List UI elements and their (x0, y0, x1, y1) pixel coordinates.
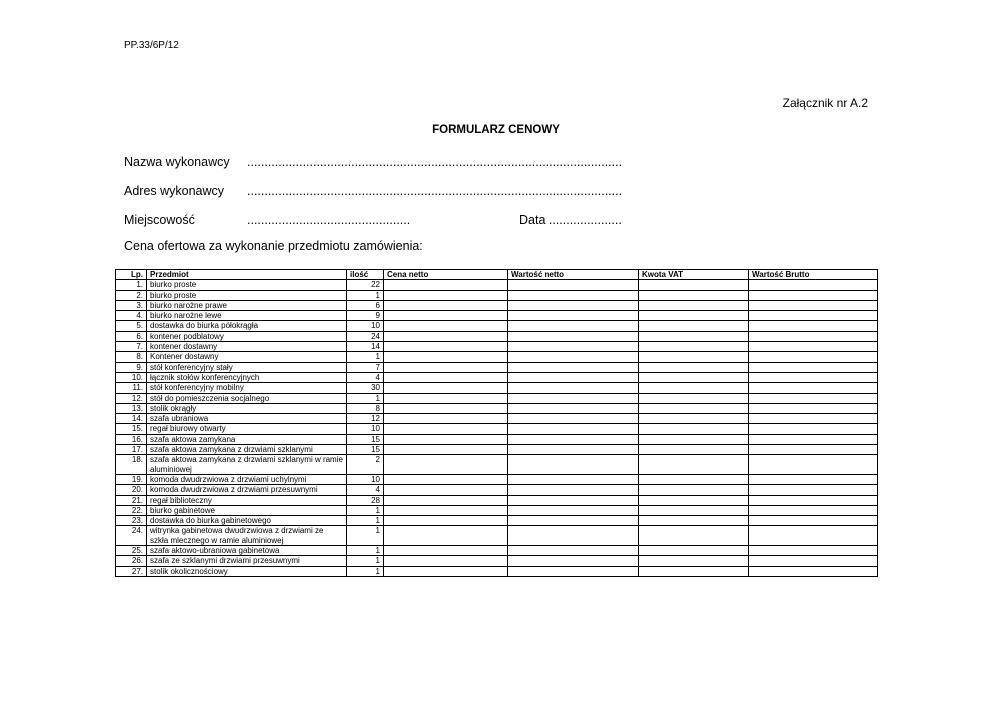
net-price-cell[interactable] (384, 414, 508, 424)
item-cell: komoda dwudrzwiowa z drzwiami uchylnymi (147, 474, 347, 484)
net-value-cell[interactable] (508, 280, 639, 290)
vat-cell[interactable] (639, 414, 749, 424)
qty-cell: 14 (347, 342, 384, 352)
table-row (116, 290, 878, 300)
gross-value-cell[interactable] (749, 516, 878, 526)
table-row (116, 445, 878, 455)
vat-cell[interactable] (639, 434, 749, 444)
lp-cell: 19. (116, 474, 147, 484)
gross-value-cell[interactable] (749, 331, 878, 341)
gross-value-cell[interactable] (749, 321, 878, 331)
net-value-cell[interactable] (508, 474, 639, 484)
lp-cell: 24. (116, 526, 147, 546)
qty-cell: 30 (347, 383, 384, 393)
qty-cell: 1 (347, 516, 384, 526)
contractor-address-label: Adres wykonawcy (124, 184, 225, 198)
lp-cell: 22. (116, 505, 147, 515)
item-cell: dostawka do biurka półokrągła (147, 321, 347, 331)
vat-cell[interactable] (639, 393, 749, 403)
item-cell: stolik okrągły (147, 403, 347, 413)
table-row (116, 434, 878, 444)
item-cell: biurko narożne prawe (147, 300, 347, 310)
table-row (116, 311, 878, 321)
lp-cell: 16. (116, 434, 147, 444)
qty-cell: 6 (347, 300, 384, 310)
header-gross-value: Wartość Brutto (749, 270, 878, 280)
qty-cell: 1 (347, 556, 384, 566)
net-value-cell[interactable] (508, 383, 639, 393)
net-price-cell[interactable] (384, 424, 508, 434)
table-row (116, 485, 878, 495)
vat-cell[interactable] (639, 505, 749, 515)
item-cell: stół do pomieszczenia socjalnego (147, 393, 347, 403)
qty-cell: 4 (347, 485, 384, 495)
gross-value-cell[interactable] (749, 474, 878, 484)
net-price-cell[interactable] (384, 455, 508, 475)
vat-cell[interactable] (639, 516, 749, 526)
gross-value-cell[interactable] (749, 566, 878, 576)
gross-value-cell[interactable] (749, 352, 878, 362)
qty-cell: 4 (347, 372, 384, 382)
table-row (116, 414, 878, 424)
vat-cell[interactable] (639, 280, 749, 290)
item-cell: stół konferencyjny stały (147, 362, 347, 372)
net-value-cell[interactable] (508, 321, 639, 331)
net-price-cell[interactable] (384, 342, 508, 352)
gross-value-cell[interactable] (749, 495, 878, 505)
vat-cell[interactable] (639, 485, 749, 495)
city-row (124, 213, 410, 227)
net-price-cell[interactable] (384, 403, 508, 413)
net-value-cell[interactable] (508, 352, 639, 362)
table-row (116, 474, 878, 484)
vat-cell[interactable] (639, 566, 749, 576)
gross-value-cell[interactable] (749, 424, 878, 434)
net-value-cell[interactable] (508, 445, 639, 455)
lp-cell: 10. (116, 372, 147, 382)
item-cell: łącznik stołów konferencyjnych (147, 372, 347, 382)
net-price-cell[interactable] (384, 290, 508, 300)
gross-value-cell[interactable] (749, 526, 878, 546)
gross-value-cell[interactable] (749, 546, 878, 556)
vat-cell[interactable] (639, 290, 749, 300)
net-price-cell[interactable] (384, 474, 508, 484)
item-cell: dostawka do biurka gabinetowego (147, 516, 347, 526)
item-cell: szafa aktowa zamykana (147, 434, 347, 444)
net-price-cell[interactable] (384, 331, 508, 341)
qty-cell: 1 (347, 352, 384, 362)
net-value-cell[interactable] (508, 342, 639, 352)
net-price-cell[interactable] (384, 526, 508, 546)
table-row (116, 516, 878, 526)
gross-value-cell[interactable] (749, 414, 878, 424)
net-price-cell[interactable] (384, 383, 508, 393)
lp-cell: 27. (116, 566, 147, 576)
vat-cell[interactable] (639, 372, 749, 382)
qty-cell: 10 (347, 321, 384, 331)
item-cell: kontener dostawny (147, 342, 347, 352)
contractor-address-dots: ............................................................................................................ (247, 184, 623, 198)
table-row (116, 331, 878, 341)
qty-cell: 1 (347, 290, 384, 300)
net-value-cell[interactable] (508, 546, 639, 556)
table-row (116, 372, 878, 382)
lp-cell: 21. (116, 495, 147, 505)
vat-cell[interactable] (639, 300, 749, 310)
net-price-cell[interactable] (384, 445, 508, 455)
qty-cell: 10 (347, 424, 384, 434)
item-cell: szafa aktowa zamykana z drzwiami szklanymi (147, 445, 347, 455)
net-value-cell[interactable] (508, 372, 639, 382)
qty-cell: 10 (347, 474, 384, 484)
qty-cell: 7 (347, 362, 384, 372)
lp-cell: 26. (116, 556, 147, 566)
net-value-cell[interactable] (508, 434, 639, 444)
net-value-cell[interactable] (508, 455, 639, 475)
table-row (116, 566, 878, 576)
net-value-cell[interactable] (508, 362, 639, 372)
gross-value-cell[interactable] (749, 445, 878, 455)
net-price-cell[interactable] (384, 516, 508, 526)
vat-cell[interactable] (639, 445, 749, 455)
net-value-cell[interactable] (508, 556, 639, 566)
document-code: PP.33/6P/12 (124, 40, 179, 51)
vat-cell[interactable] (639, 474, 749, 484)
lp-cell: 18. (116, 455, 147, 475)
item-cell: szafa ze szklanymi drzwiami przesuwnymi (147, 556, 347, 566)
vat-cell[interactable] (639, 352, 749, 362)
item-cell: komoda dwudrzwiowa z drzwiami przesuwnymi (147, 485, 347, 495)
net-price-cell[interactable] (384, 393, 508, 403)
qty-cell: 1 (347, 566, 384, 576)
qty-cell: 1 (347, 546, 384, 556)
vat-cell[interactable] (639, 342, 749, 352)
net-price-cell[interactable] (384, 546, 508, 556)
lp-cell: 2. (116, 290, 147, 300)
net-price-cell[interactable] (384, 362, 508, 372)
qty-cell: 8 (347, 403, 384, 413)
lp-cell: 25. (116, 546, 147, 556)
lp-cell: 11. (116, 383, 147, 393)
lp-cell: 23. (116, 516, 147, 526)
item-cell: Kontener dostawny (147, 352, 347, 362)
qty-cell: 28 (347, 495, 384, 505)
annex-label: Załącznik nr A.2 (782, 96, 868, 110)
header-net-price: Cena netto (384, 270, 508, 280)
net-price-cell[interactable] (384, 321, 508, 331)
qty-cell: 22 (347, 280, 384, 290)
gross-value-cell[interactable] (749, 280, 878, 290)
net-price-cell[interactable] (384, 352, 508, 362)
table-header-row (116, 270, 878, 280)
qty-cell: 12 (347, 414, 384, 424)
qty-cell: 1 (347, 526, 384, 546)
item-cell: biurko narożne lewe (147, 311, 347, 321)
lp-cell: 4. (116, 311, 147, 321)
gross-value-cell[interactable] (749, 505, 878, 515)
net-price-cell[interactable] (384, 280, 508, 290)
table-row (116, 495, 878, 505)
qty-cell: 1 (347, 505, 384, 515)
gross-value-cell[interactable] (749, 455, 878, 475)
lp-cell: 13. (116, 403, 147, 413)
vat-cell[interactable] (639, 362, 749, 372)
table-row (116, 526, 878, 546)
lp-cell: 6. (116, 331, 147, 341)
lp-cell: 7. (116, 342, 147, 352)
item-cell: biurko gabinetowe (147, 505, 347, 515)
net-value-cell[interactable] (508, 526, 639, 546)
vat-cell[interactable] (639, 383, 749, 393)
net-price-cell[interactable] (384, 495, 508, 505)
net-price-cell[interactable] (384, 505, 508, 515)
item-cell: stół konferencyjny mobilny (147, 383, 347, 393)
city-dots: ............................................... (247, 213, 411, 227)
net-value-cell[interactable] (508, 414, 639, 424)
table-row (116, 393, 878, 403)
vat-cell[interactable] (639, 455, 749, 475)
lp-cell: 15. (116, 424, 147, 434)
lp-cell: 5. (116, 321, 147, 331)
qty-cell: 24 (347, 331, 384, 341)
vat-cell[interactable] (639, 321, 749, 331)
table-row (116, 424, 878, 434)
item-cell: szafa aktowo-ubraniowa gabinetowa (147, 546, 347, 556)
vat-cell[interactable] (639, 424, 749, 434)
item-cell: witrynka gabinetowa dwudrzwiowa z drzwiami ze szkła mlecznego w ramie aluminiowej (147, 526, 347, 546)
lp-cell: 8. (116, 352, 147, 362)
table-row (116, 280, 878, 290)
lp-cell: 14. (116, 414, 147, 424)
vat-cell[interactable] (639, 331, 749, 341)
vat-cell[interactable] (639, 403, 749, 413)
contractor-name-dots: ............................................................................................................ (247, 155, 623, 169)
table-row (116, 300, 878, 310)
table-row (116, 342, 878, 352)
gross-value-cell[interactable] (749, 290, 878, 300)
net-value-cell[interactable] (508, 311, 639, 321)
table-row (116, 546, 878, 556)
net-value-cell[interactable] (508, 516, 639, 526)
qty-cell: 1 (347, 393, 384, 403)
contractor-name-label: Nazwa wykonawcy (124, 155, 230, 169)
header-qty: ilość (347, 270, 384, 280)
qty-cell: 15 (347, 445, 384, 455)
city-label: Miejscowość (124, 213, 195, 227)
table-row (116, 362, 878, 372)
net-value-cell[interactable] (508, 300, 639, 310)
item-cell: kontener podblatowy (147, 331, 347, 341)
item-cell: szafa ubraniowa (147, 414, 347, 424)
net-value-cell[interactable] (508, 485, 639, 495)
gross-value-cell[interactable] (749, 311, 878, 321)
vat-cell[interactable] (639, 546, 749, 556)
contractor-address-row (124, 184, 622, 198)
gross-value-cell[interactable] (749, 556, 878, 566)
net-value-cell[interactable] (508, 331, 639, 341)
item-cell: szafa aktowa zamykana z drzwiami szklanymi w ramie aluminiowej (147, 455, 347, 475)
gross-value-cell[interactable] (749, 403, 878, 413)
net-value-cell[interactable] (508, 505, 639, 515)
item-cell: regał biblioteczny (147, 495, 347, 505)
lp-cell: 1. (116, 280, 147, 290)
item-cell: regał biurowy otwarty (147, 424, 347, 434)
lp-cell: 20. (116, 485, 147, 495)
table-row (116, 505, 878, 515)
table-row (116, 403, 878, 413)
net-value-cell[interactable] (508, 566, 639, 576)
table-row (116, 455, 878, 475)
table-row (116, 556, 878, 566)
net-price-cell[interactable] (384, 566, 508, 576)
table-row (116, 383, 878, 393)
vat-cell[interactable] (639, 311, 749, 321)
vat-cell[interactable] (639, 526, 749, 546)
header-net-value: Wartość netto (508, 270, 639, 280)
header-vat: Kwota VAT (639, 270, 749, 280)
gross-value-cell[interactable] (749, 372, 878, 382)
gross-value-cell[interactable] (749, 434, 878, 444)
price-table (115, 269, 878, 577)
net-value-cell[interactable] (508, 403, 639, 413)
item-cell: biurko proste (147, 280, 347, 290)
gross-value-cell[interactable] (749, 393, 878, 403)
gross-value-cell[interactable] (749, 485, 878, 495)
qty-cell: 15 (347, 434, 384, 444)
page-title: FORMULARZ CENOWY (432, 124, 560, 136)
net-value-cell[interactable] (508, 393, 639, 403)
date-field: Data ..................... (519, 213, 622, 227)
gross-value-cell[interactable] (749, 383, 878, 393)
lp-cell: 9. (116, 362, 147, 372)
net-price-cell[interactable] (384, 434, 508, 444)
net-value-cell[interactable] (508, 290, 639, 300)
header-item: Przedmiot (147, 270, 347, 280)
net-price-cell[interactable] (384, 311, 508, 321)
net-price-cell[interactable] (384, 556, 508, 566)
item-cell: biurko proste (147, 290, 347, 300)
gross-value-cell[interactable] (749, 342, 878, 352)
gross-value-cell[interactable] (749, 300, 878, 310)
gross-value-cell[interactable] (749, 362, 878, 372)
table-row (116, 352, 878, 362)
lp-cell: 17. (116, 445, 147, 455)
header-lp: Lp. (116, 270, 147, 280)
qty-cell: 9 (347, 311, 384, 321)
vat-cell[interactable] (639, 556, 749, 566)
vat-cell[interactable] (639, 495, 749, 505)
contractor-name-row (124, 155, 622, 169)
item-cell: stolik okolicznościowy (147, 566, 347, 576)
lp-cell: 3. (116, 300, 147, 310)
net-price-cell[interactable] (384, 372, 508, 382)
table-row (116, 321, 878, 331)
lp-cell: 12. (116, 393, 147, 403)
offer-heading: Cena ofertowa za wykonanie przedmiotu zamówienia: (124, 239, 423, 253)
net-price-cell[interactable] (384, 300, 508, 310)
qty-cell: 2 (347, 455, 384, 475)
net-value-cell[interactable] (508, 495, 639, 505)
net-value-cell[interactable] (508, 424, 639, 434)
net-price-cell[interactable] (384, 485, 508, 495)
